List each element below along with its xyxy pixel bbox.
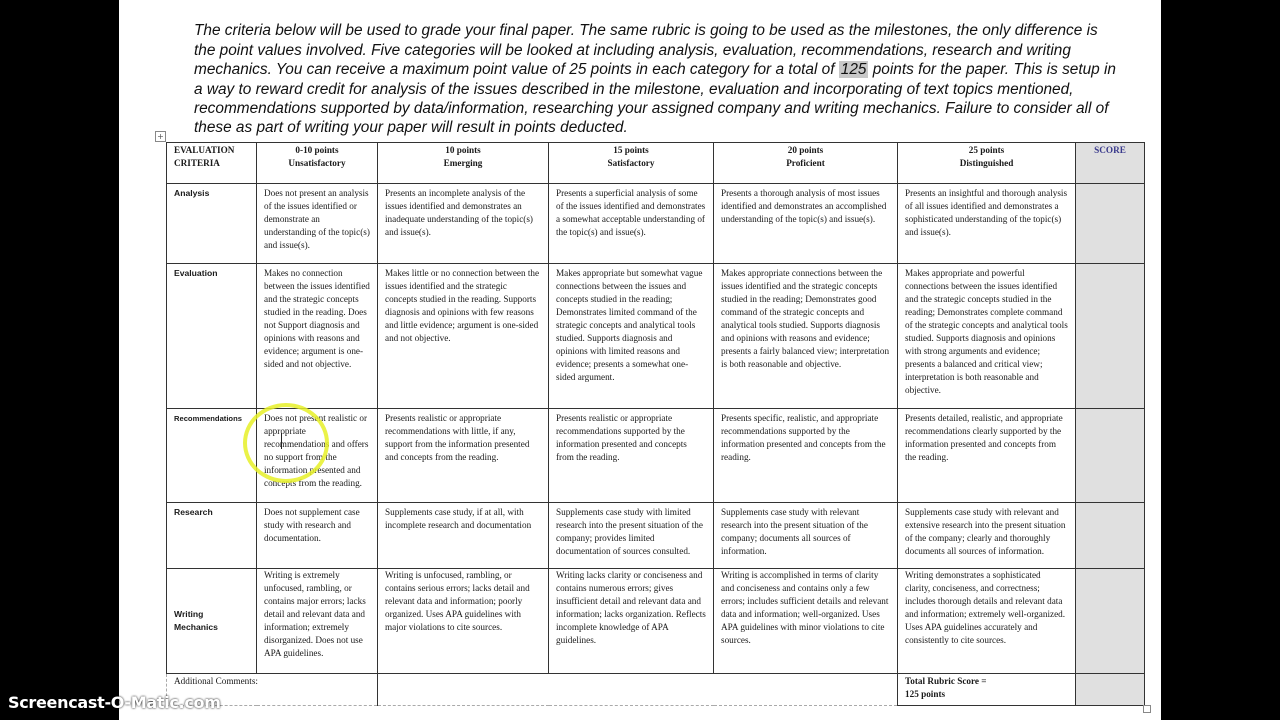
rubric-table	[166, 142, 1145, 706]
score-cell-research[interactable]	[1076, 503, 1145, 569]
rubric-cell[interactable]: Supplements case study with limited research into the present situation of the company; provides limited documentation of sources consulted.	[549, 503, 714, 569]
criterion-evaluation: Evaluation	[167, 264, 257, 409]
rubric-cell[interactable]: Presents realistic or appropriate recommendations with little, if any, support from the information presented and concepts from the reading.	[378, 409, 549, 503]
instructions-text-continued: points for the paper. This is setup in a way to reward credit for analysis of the issues described in the milestone, evaluation and incorporating of text topics mentioned, recommendations supported by data/information, researching your assigned company and writing mechanics. Failure to consider all of these as part of writing your paper will result in points deducted.	[194, 61, 1116, 137]
rubric-cell[interactable]: Makes appropriate and powerful connections between the issues identified and the strategic concepts studied in the reading; Demonstrates complete command of the strategic concepts and analytical tools studied. Supports diagnosis and opinions with strong arguments and evidence; presents a balanced and critical view; interpretation is both reasonable and objective.	[898, 264, 1076, 409]
table-row	[167, 569, 1145, 674]
table-move-handle-icon[interactable]: +	[155, 131, 166, 142]
rubric-cell[interactable]: Does not present an analysis of the issues identified or demonstrate an understanding of the topic(s) and issue(s).	[257, 184, 378, 264]
document-page	[119, 0, 1161, 720]
score-cell-writing-mechanics[interactable]	[1076, 569, 1145, 674]
rubric-cell[interactable]: Does not present realistic or appropriate recommendations and offers no support from the information presented and concepts from the reading.	[257, 409, 378, 503]
criterion-research: Research	[167, 503, 257, 569]
highlighted-total: 125	[840, 61, 867, 79]
rubric-cell[interactable]: Supplements case study, if at all, with incomplete research and documentation	[378, 503, 549, 569]
table-resize-handle-icon[interactable]	[1143, 705, 1151, 713]
rubric-cell[interactable]: Does not supplement case study with research and documentation.	[257, 503, 378, 569]
header-level-satisfactory: 15 points Satisfactory	[549, 143, 714, 184]
instructions-text: The criteria below will be used to grade your final paper. The same rubric is going to be used as the milestones, the only difference is the point values involved. Five categories will be looked at including analysis, evaluation, recommendations, research and writing mechanics. You can receive a maximum point value of 25 points in each category for a total of	[194, 22, 1098, 79]
rubric-instructions	[194, 21, 1119, 137]
rubric-cell[interactable]: Writing is extremely unfocused, rambling, or contains major errors; lacks detail and relevant data and information; extremely disorganized. Does not use APA guidelines.	[257, 569, 378, 674]
rubric-cell[interactable]: Presents an incomplete analysis of the issues identified and demonstrates an inadequate understanding of the topic(s) and issue(s).	[378, 184, 549, 264]
score-cell-total[interactable]	[1076, 674, 1145, 706]
total-rubric-score: Total Rubric Score = 125 points	[898, 674, 1076, 706]
rubric-cell[interactable]: Presents a thorough analysis of most issues identified and demonstrates an accomplished understanding of the topic(s) and issue(s).	[714, 184, 898, 264]
rubric-cell[interactable]: Presents specific, realistic, and appropriate recommendations supported by the information presented and concepts from the reading.	[714, 409, 898, 503]
header-level-distinguished: 25 points Distinguished	[898, 143, 1076, 184]
rubric-cell[interactable]: Writing demonstrates a sophisticated clarity, conciseness, and correctness; includes thorough details and relevant data and information; extremely well-organized. Uses APA guidelines accurately and consistently to cite sources.	[898, 569, 1076, 674]
rubric-cell[interactable]: Makes appropriate but somewhat vague connections between the issues and concepts studied in the reading; Demonstrates limited command of the strategic concepts and analytical tools studied. Supports diagnosis and opinions with limited reasons and evidence; presents a somewhat one-sided argument.	[549, 264, 714, 409]
criterion-recommendations: Recommendations	[167, 409, 257, 503]
header-score: SCORE	[1076, 143, 1145, 184]
rubric-cell[interactable]: Makes appropriate connections between the issues identified and the strategic concepts studied in the reading; Demonstrates good command of the strategic concepts and analytical tools studied. Supports diagnosis and opinions with reasons and evidence; presents a fairly balanced view; interpretation is both reasonable and objective.	[714, 264, 898, 409]
table-row	[167, 184, 1145, 264]
additional-comments-label: Additional Comments:	[174, 676, 258, 686]
rubric-cell[interactable]: Makes little or no connection between the issues identified and the strategic concepts studied in the reading. Supports diagnosis and opinions with few reasons and little evidence; argument is one-sided and not objective.	[378, 264, 549, 409]
rubric-cell[interactable]: Supplements case study with relevant research into the present situation of the company; documents all sources of information.	[714, 503, 898, 569]
score-cell-evaluation[interactable]	[1076, 264, 1145, 409]
table-row	[167, 409, 1145, 503]
rubric-cell[interactable]: Makes no connection between the issues identified and the strategic concepts studied in the reading. Does not Support diagnosis and opinions with reasons and evidence; argument is one-sided and not objective.	[257, 264, 378, 409]
rubric-cell[interactable]: Presents detailed, realistic, and appropriate recommendations clearly supported by the information presented and concepts from the reading.	[898, 409, 1076, 503]
header-criteria: EVALUATION CRITERIA	[167, 143, 257, 184]
comments-blank-area[interactable]	[378, 674, 898, 706]
rubric-cell[interactable]: Presents an insightful and thorough analysis of all issues identified and demonstrates a sophisticated understanding of the topic(s) and issue(s).	[898, 184, 1076, 264]
criterion-writing-mechanics: Writing Mechanics	[167, 569, 257, 674]
rubric-cell[interactable]: Presents realistic or appropriate recommendations supported by the information presented and concepts from the reading.	[549, 409, 714, 503]
criterion-analysis: Analysis	[167, 184, 257, 264]
header-level-emerging: 10 points Emerging	[378, 143, 549, 184]
header-level-proficient: 20 points Proficient	[714, 143, 898, 184]
rubric-cell[interactable]: Writing lacks clarity or conciseness and contains numerous errors; gives insufficient detail and relevant data and information; lacks organization. Reflects incomplete knowledge of APA guidelines.	[549, 569, 714, 674]
score-cell-recommendations[interactable]	[1076, 409, 1145, 503]
rubric-cell[interactable]: Writing is unfocused, rambling, or contains serious errors; lacks detail and relevant data and information; poorly organized. Uses APA guidelines with major violations to cite sources.	[378, 569, 549, 674]
header-row	[167, 143, 1145, 184]
table-row	[167, 503, 1145, 569]
rubric-cell[interactable]: Writing is accomplished in terms of clarity and conciseness and contains only a few errors; includes sufficient details and relevant data and information; well-organized. Uses APA guidelines with minor violations to cite sources.	[714, 569, 898, 674]
table-row	[167, 264, 1145, 409]
header-level-unsatisfactory: 0-10 points Unsatisfactory	[257, 143, 378, 184]
rubric-cell[interactable]: Presents a superficial analysis of some of the issues identified and demonstrates a somewhat acceptable understanding of the topic(s) and issue(s).	[549, 184, 714, 264]
score-cell-analysis[interactable]	[1076, 184, 1145, 264]
footer-row	[167, 674, 1145, 706]
screencast-watermark: Screencast-O-Matic.com	[8, 693, 221, 712]
rubric-cell[interactable]: Supplements case study with relevant and extensive research into the present situation of the company; clearly and thoroughly documents all sources of information.	[898, 503, 1076, 569]
